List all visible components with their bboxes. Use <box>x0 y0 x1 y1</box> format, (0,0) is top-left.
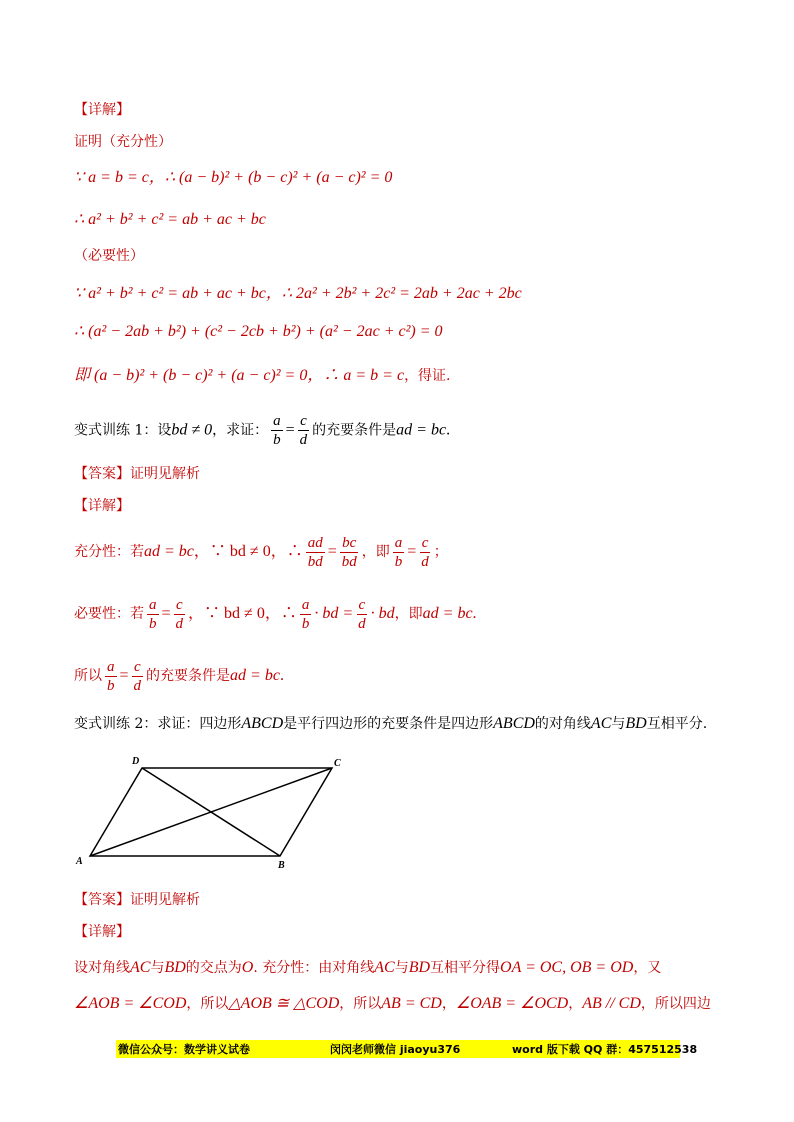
last2-h: ， <box>568 996 583 1012</box>
label-b: B <box>278 860 285 870</box>
so-line: 所以 $\frac{a}{b}$ = $\frac{c}{d}$ 的充要条件是ad = bc. <box>74 658 284 694</box>
footer-banner <box>116 1040 698 1058</box>
parallelogram-figure <box>70 750 350 870</box>
proof-line-2: ∴ a² + b² + c² = ab + ac + bc <box>74 211 266 228</box>
last2-f: ， <box>441 996 456 1012</box>
ex1-cond: ad = bc <box>396 421 447 439</box>
label-a: A <box>76 856 83 867</box>
last1-ac: AC <box>130 959 151 976</box>
last1-e: ，又 <box>633 960 662 976</box>
last2-e: AB = CD <box>381 995 442 1012</box>
suff-end: ； <box>433 544 448 560</box>
ex2-a: 变式训练 2：求证：四边形 <box>74 716 242 732</box>
last2-i: AB // CD <box>582 995 641 1012</box>
frac-c-d-4: $\frac{c}{d}$ <box>358 596 366 632</box>
answer-1: 【答案】证明见解析 <box>74 466 200 482</box>
frac-c-d-2: $\frac{c}{d}$ <box>421 534 429 570</box>
last1-bd-2: BD <box>408 959 431 976</box>
last1-bd: BD <box>164 959 186 976</box>
proof-line-4: ∴ (a² − 2ab + b²) + (c² − 2cb + b²) + (a² − 2ac + c²) = 0 <box>74 323 443 340</box>
frac-a-b-2: $\frac{a}{b}$ <box>394 534 403 570</box>
frac-c-d-3: $\frac{c}{d}$ <box>175 596 184 632</box>
last1-eq: OA = OC, OB = OD <box>500 959 634 976</box>
ex2-ac: AC <box>590 715 612 732</box>
frac-a-b-4: $\frac{a}{b}$ <box>301 596 310 632</box>
last1-yu: 与 <box>150 960 165 976</box>
detail-line-1: 设对角线AC与BD的交点为O. 充分性：由对角线AC与BD互相平分得OA = OC, OB = OD，又 <box>74 959 662 976</box>
so-label: 所以 <box>74 668 102 684</box>
frac-c-d-5: $\frac{c}{d}$ <box>133 658 142 694</box>
suff-because: ，∵ bd ≠ 0 <box>193 543 271 560</box>
last1-b: 的交点为 <box>185 960 242 976</box>
ex1-prefix: 变式训练 1：设 <box>74 422 172 439</box>
proof-line-1 <box>74 168 392 188</box>
frac-a-b: $\frac{a}{b}$ <box>273 413 281 448</box>
nec-label: 必要性：若 <box>74 606 144 622</box>
sum-squares-zero: ，∴ (a − b)² + (b − c)² + (a − c)² = 0 <box>148 169 393 186</box>
detail-heading-3: 【详解】 <box>74 924 130 940</box>
nec-dot-bd: · bd = <box>314 605 354 622</box>
ex2-bd: BD <box>625 715 647 732</box>
nec-end: . <box>472 605 477 622</box>
proof-sufficiency-label: 证明（充分性） <box>74 134 172 150</box>
detail-heading-2: 【详解】 <box>74 498 130 514</box>
exercise-1: 变式训练 1：设bd ≠ 0，求证： $\frac{a}{b}$ = $\frac{c}{d}$ 的充要条件是ad = bc. <box>74 413 451 448</box>
sufficiency-line: 充分性：若ad = bc，∵ bd ≠ 0，∴ $\frac{ad}{bd}$ = $\frac{bc}{bd}$ ，即 $\frac{a}{b}$ = $\frac{c}{d}$ ； <box>74 534 448 570</box>
last1-ac-2: AC <box>374 959 395 976</box>
nec-result: 即 (a − b)² + (b − c)² + (a − c)² = 0 <box>74 367 308 384</box>
ex2-abcd-1: ABCD <box>241 715 284 732</box>
frac-bc-bd: $\frac{bc}{bd}$ <box>341 534 357 570</box>
nec-conclusion: ，∴ a = b = c <box>307 367 405 384</box>
qed-text: ，得证. <box>404 368 451 384</box>
footer-qq-group: word 版下载 QQ 群：457512538 <box>512 1043 698 1056</box>
frac-a-b-5: $\frac{a}{b}$ <box>107 658 115 694</box>
last1-yu-2: 与 <box>394 960 409 976</box>
footer-wechat-account: 微信公众号：数学讲义试卷 <box>118 1043 250 1056</box>
ex2-c: 的对角线 <box>534 716 591 732</box>
nec-doubled: ，∴ 2a² + 2b² + 2c² = 2ab + 2ac + 2bc <box>265 285 522 302</box>
ex2-abcd-2: ABCD <box>493 715 535 732</box>
so-end: . <box>279 667 284 684</box>
diagonal-bd <box>142 768 280 856</box>
ex1-suffix: 的充要条件是 <box>312 422 397 439</box>
ex1-bd: bd ≠ 0 <box>171 421 213 439</box>
proof-line-5 <box>74 366 451 386</box>
ex1-mid: ，求证： <box>212 422 269 439</box>
nec-result-eq: ad = bc <box>422 605 473 622</box>
necessity-line: 必要性：若 $\frac{a}{b}$ = $\frac{c}{d}$ ，∵ bd ≠ 0，∴ $\frac{a}{b}$ · bd = $\frac{c}{d}$ · bd，即ad = bc. <box>74 596 477 632</box>
last1-c: . 充分性：由对角线 <box>253 960 375 976</box>
ex2-yu: 与 <box>611 716 626 732</box>
last1-d: 互相平分得 <box>430 960 501 976</box>
nec-because: ，∵ bd ≠ 0 <box>188 605 265 622</box>
label-d: D <box>132 756 140 767</box>
suff-ji: ，即 <box>361 544 390 560</box>
nec-dot-bd-2: · bd <box>370 605 395 622</box>
last2-b: ，所以 <box>186 996 229 1012</box>
footer-teacher-wechat: 闵闵老师微信 jiaoyu376 <box>330 1043 461 1056</box>
last2-a: ∠AOB = ∠COD <box>74 995 187 1012</box>
so-suffix: 的充要条件是 <box>146 668 231 684</box>
last1-a: 设对角线 <box>74 960 130 976</box>
so-eq: ad = bc <box>230 667 280 684</box>
nec-premise: ∵ a² + b² + c² = ab + ac + bc <box>74 285 266 302</box>
proof-line-3 <box>74 284 522 304</box>
frac-c-d: $\frac{c}{d}$ <box>299 413 308 448</box>
frac-a-b-3: $\frac{a}{b}$ <box>149 596 157 632</box>
ex2-b: 是平行四边形的充要条件是四边形 <box>283 716 494 732</box>
last2-g: ∠OAB = ∠OCD <box>455 995 569 1012</box>
suff-premise: ad = bc <box>144 543 194 560</box>
nec-therefore: ，∴ <box>264 605 297 622</box>
necessity-label: （必要性） <box>74 248 144 264</box>
suff-label: 充分性：若 <box>74 544 144 560</box>
ex2-d: 互相平分. <box>646 716 708 732</box>
exercise-2 <box>74 714 707 734</box>
last2-d: ，所以 <box>339 996 382 1012</box>
frac-ad-bd: $\frac{ad}{bd}$ <box>307 534 323 570</box>
suff-therefore: ，∴ <box>270 543 303 560</box>
label-c: C <box>334 758 341 769</box>
last2-c: △AOB ≅ △COD <box>228 995 340 1012</box>
detail-line-2 <box>74 994 711 1014</box>
premise-equal: ∵ a = b = c <box>74 169 149 186</box>
last2-j: ，所以四边 <box>640 996 711 1012</box>
nec-ji: ，即 <box>394 606 423 622</box>
answer-2: 【答案】证明见解析 <box>74 892 200 908</box>
detail-heading-1: 【详解】 <box>74 102 130 118</box>
